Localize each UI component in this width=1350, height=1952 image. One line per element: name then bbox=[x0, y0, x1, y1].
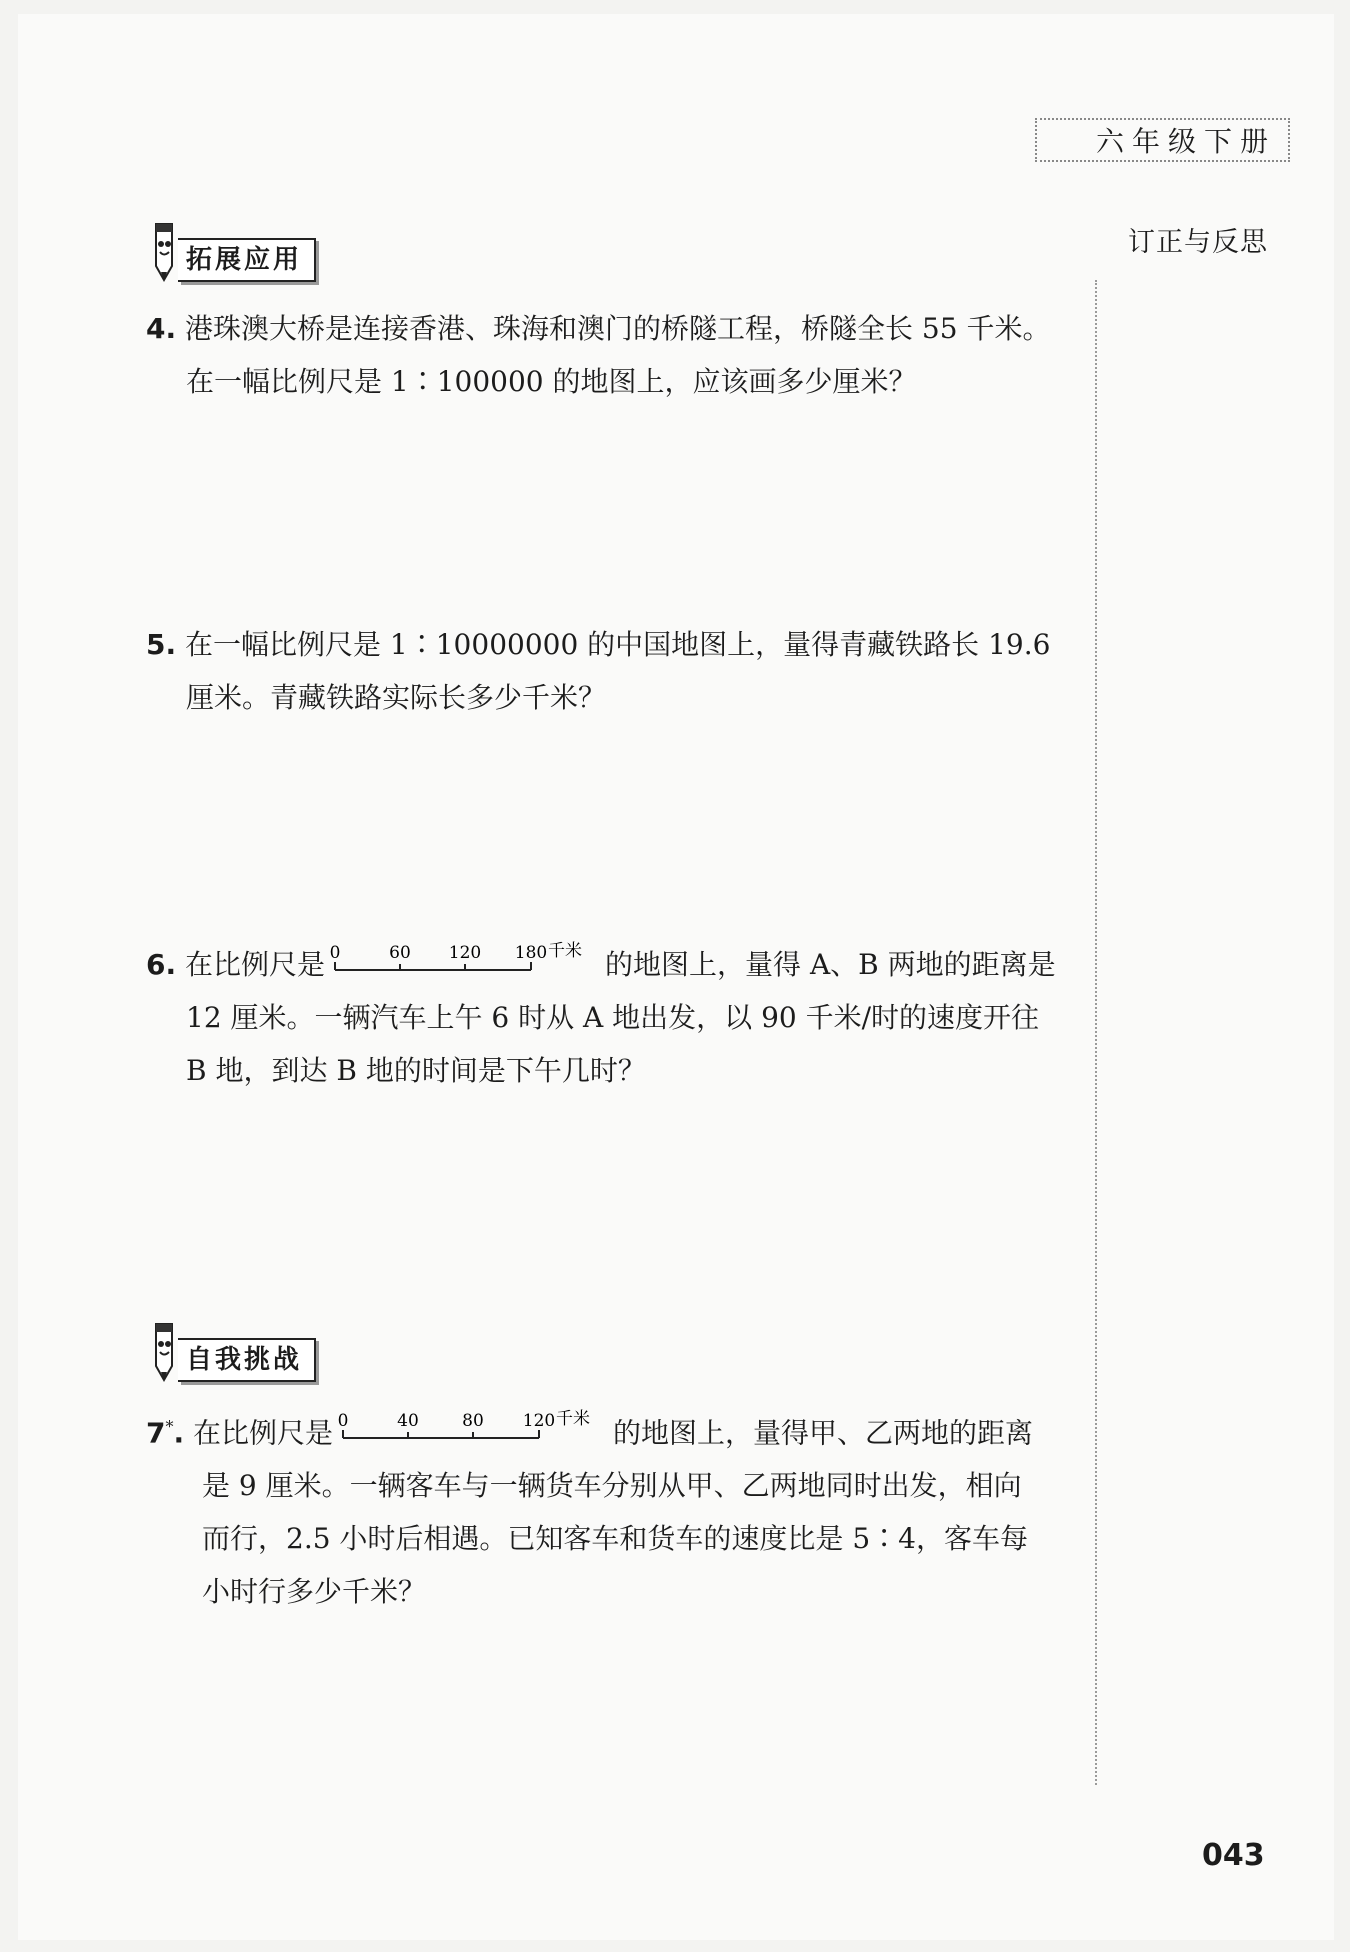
section-header-extension bbox=[146, 220, 316, 282]
question-text: 而行，2.5 小时后相遇。已知客车和货车的速度比是 5∶4，客车每 bbox=[202, 1522, 1028, 1556]
question-text: 是 9 厘米。一辆客车与一辆货车分别从甲、乙两地同时出发，相向 bbox=[202, 1469, 1022, 1503]
scale-tick-label: 0 bbox=[337, 1411, 349, 1432]
scale-tick-label: 60 bbox=[389, 943, 411, 963]
scale-bar bbox=[339, 1408, 607, 1448]
scale-tick-label: 180 bbox=[514, 943, 548, 963]
optional-mark: * bbox=[165, 1417, 174, 1436]
question-4 bbox=[146, 302, 1076, 408]
question-text: 在一幅比例尺是 1∶100000 的地图上，应该画多少厘米？ bbox=[186, 365, 917, 398]
scale-tick-label: 120 bbox=[522, 1411, 556, 1432]
question-text: 在一幅比例尺是 1∶10000000 的中国地图上，量得青藏铁路长 19.6 bbox=[185, 628, 1051, 661]
scale-tick-label: 80 bbox=[462, 1411, 484, 1432]
page-number: 043 bbox=[1202, 1838, 1265, 1873]
margin-divider bbox=[1095, 280, 1097, 1785]
question-number: 7 bbox=[146, 1416, 166, 1450]
scale-unit: 千米 bbox=[548, 941, 583, 961]
question-text: 的地图上，量得 A、B 两地的距离是 bbox=[605, 948, 1056, 981]
question-number: 6. bbox=[146, 948, 177, 981]
scale-tick-label: 0 bbox=[329, 943, 341, 963]
pencil-mascot-icon bbox=[146, 1320, 182, 1382]
question-number: 4. bbox=[146, 312, 177, 345]
grade-label: 六年级下册 bbox=[1095, 125, 1276, 158]
question-text: 小时行多少千米？ bbox=[202, 1575, 427, 1609]
grade-tab bbox=[1035, 118, 1290, 162]
scale-unit: 千米 bbox=[556, 1409, 591, 1430]
question-text: 港珠澳大桥是连接香港、珠海和澳门的桥隧工程，桥隧全长 55 千米。 bbox=[185, 312, 1051, 345]
question-text: 在比例尺是 bbox=[185, 948, 326, 981]
question-6 bbox=[146, 938, 1076, 1097]
question-text: B 地，到达 B 地的时间是下午几时？ bbox=[186, 1054, 646, 1087]
question-number-dot: . bbox=[173, 1416, 185, 1450]
scale-bar bbox=[331, 940, 599, 980]
question-text: 在比例尺是 bbox=[193, 1416, 334, 1450]
question-number: 5. bbox=[146, 628, 177, 661]
question-text: 的地图上，量得甲、乙两地的距离 bbox=[613, 1416, 1034, 1450]
pencil-mascot-icon bbox=[146, 220, 182, 282]
scale-tick-label: 120 bbox=[448, 943, 482, 963]
scale-tick-label: 40 bbox=[397, 1411, 419, 1432]
section-header-challenge bbox=[146, 1320, 316, 1382]
question-5 bbox=[146, 618, 1076, 724]
section-title: 自我挑战 bbox=[178, 1338, 316, 1382]
question-7 bbox=[146, 1400, 1086, 1618]
corrections-title: 订正与反思 bbox=[1128, 227, 1268, 258]
question-text: 12 厘米。一辆汽车上午 6 时从 A 地出发，以 90 千米/时的速度开往 bbox=[186, 1001, 1040, 1034]
section-title: 拓展应用 bbox=[178, 238, 316, 282]
question-text: 厘米。青藏铁路实际长多少千米？ bbox=[186, 681, 607, 714]
